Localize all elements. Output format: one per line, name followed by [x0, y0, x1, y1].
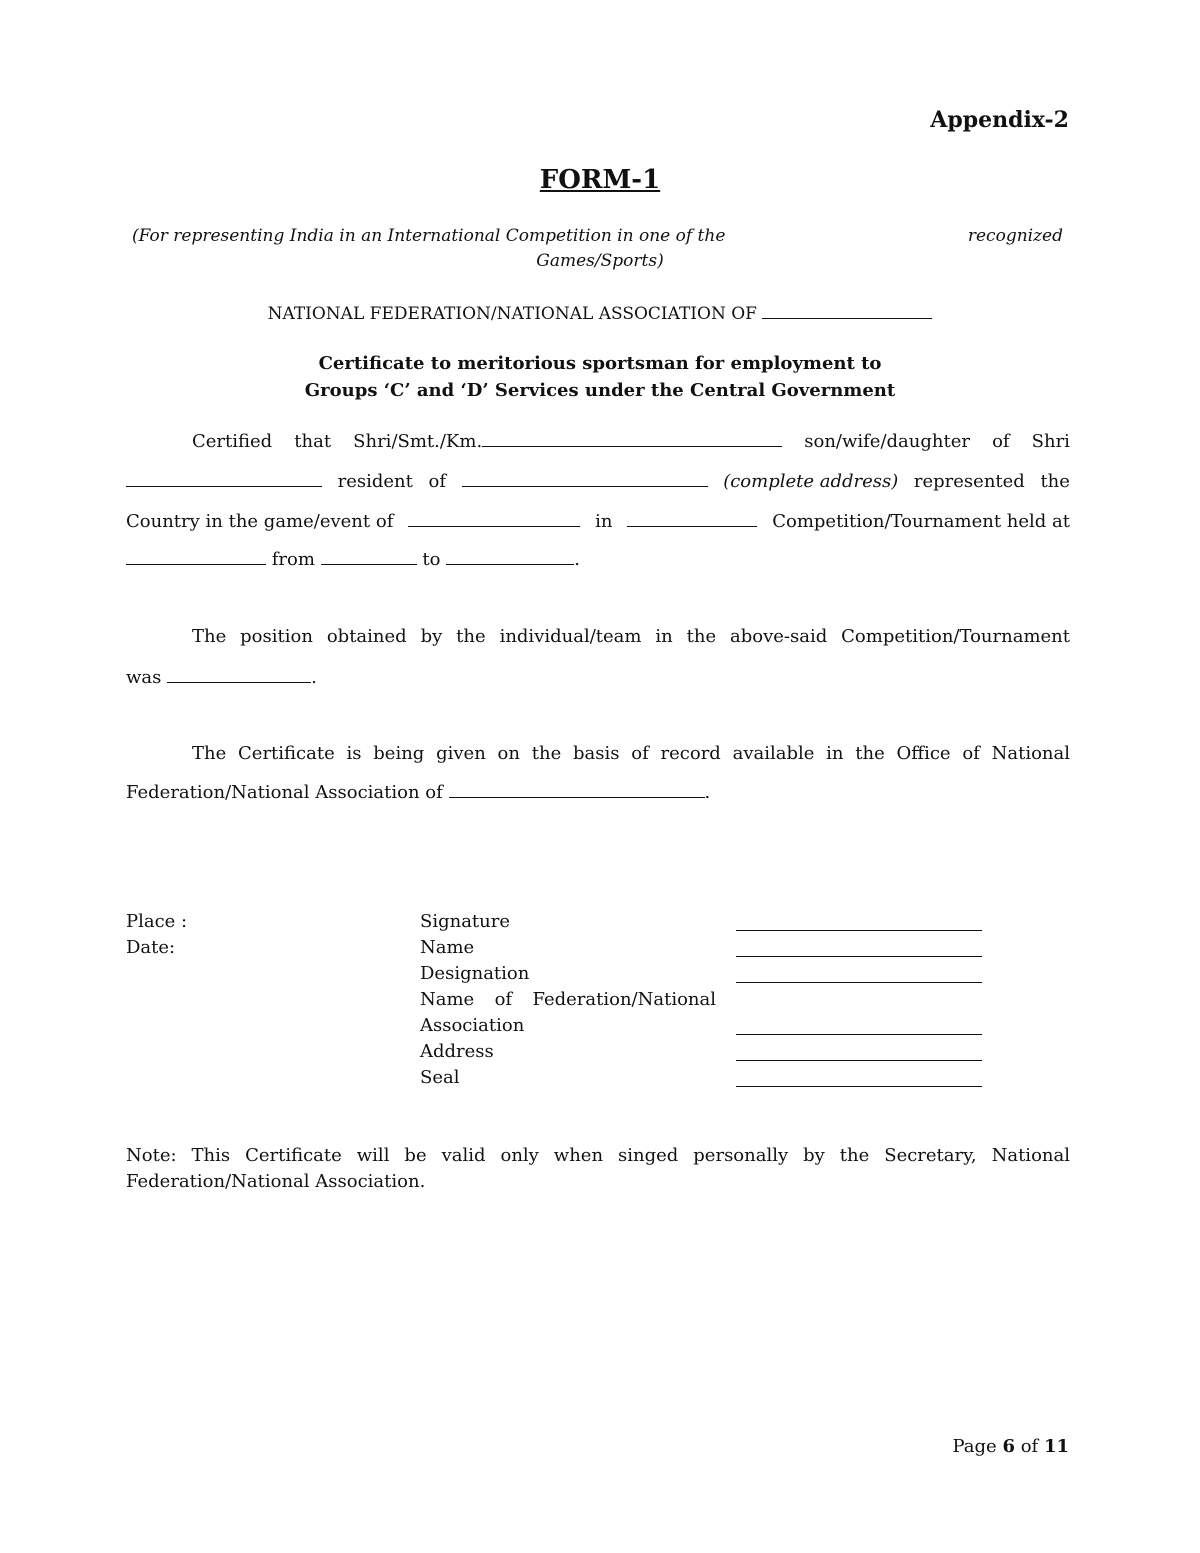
p1-line1: [192, 430, 1070, 452]
word-in: in: [595, 511, 613, 532]
certificate-title-line1: Certificate to meritorious sportsman for employment to: [318, 353, 882, 374]
p1-line2: [126, 470, 1070, 492]
word-the: the: [1040, 471, 1070, 492]
date-label: Date:: [126, 937, 176, 958]
federation-line-text: NATIONAL FEDERATION/NATIONAL ASSOCIATION OF: [267, 304, 757, 324]
p2-line2: [126, 666, 317, 688]
word-of: of: [992, 431, 1010, 452]
p1-line4: [126, 548, 580, 570]
shri-smt-km-group: [353, 430, 782, 452]
to-date-blank[interactable]: [446, 548, 574, 565]
certificate-title-line2: Groups ‘C’ and ‘D’ Services under the Central Government: [304, 380, 896, 401]
name-blank[interactable]: [736, 956, 982, 957]
competition-blank[interactable]: [627, 510, 757, 527]
position-blank[interactable]: [167, 666, 311, 683]
address-label: Address: [420, 1041, 494, 1062]
p3-line1: The Certificate is being given on the basis of record available in the Office of National: [192, 743, 1070, 764]
note-line1: Note: This Certificate will be valid only when singed personally by the Secretary, National: [126, 1145, 1070, 1166]
address-sign-blank[interactable]: [736, 1060, 982, 1061]
parent-name-blank[interactable]: [126, 470, 322, 487]
word-was: was: [126, 667, 162, 688]
subtitle-line1-right: recognized: [967, 226, 1063, 246]
of-word: of: [1020, 1436, 1039, 1457]
federation-association-blank[interactable]: [736, 1034, 982, 1035]
word-of-2: of: [428, 471, 446, 492]
word-from: from: [271, 549, 315, 570]
association-label: Association: [420, 1015, 525, 1036]
subtitle-line2: Games/Sports): [536, 251, 664, 271]
candidate-name-blank[interactable]: [482, 430, 782, 447]
place-label: Place :: [126, 911, 188, 932]
federation-record-blank[interactable]: [449, 781, 705, 798]
word-to: to: [422, 549, 441, 570]
word-shri: Shri: [1031, 431, 1070, 452]
word-represented: represented: [913, 471, 1025, 492]
federation-name-blank[interactable]: [762, 302, 932, 319]
seal-label: Seal: [420, 1067, 460, 1088]
designation-label: Designation: [420, 963, 530, 984]
signature-blank[interactable]: [736, 930, 982, 931]
country-game-event-text: Country in the game/event of: [126, 511, 394, 532]
seal-blank[interactable]: [736, 1086, 982, 1087]
word-shri-smt-km: Shri/Smt./Km.: [353, 431, 483, 452]
p3-line2: [126, 781, 710, 803]
complete-address-hint: (complete address): [723, 471, 899, 492]
designation-blank[interactable]: [736, 982, 982, 983]
page-word: Page: [952, 1436, 997, 1457]
form-title: FORM-1: [539, 165, 661, 195]
game-event-blank[interactable]: [408, 510, 580, 527]
page-current: 6: [1002, 1436, 1015, 1457]
p2-line1: The position obtained by the individual/team in the above-said Competition/Tournament: [192, 626, 1070, 647]
note-line2: Federation/National Association.: [126, 1171, 426, 1192]
p3-period: .: [704, 782, 711, 803]
p2-period: .: [311, 667, 317, 688]
appendix-label: Appendix-2: [930, 107, 1069, 133]
competition-held-at-text: Competition/Tournament held at: [772, 511, 1070, 532]
name-of-federation-label: Name of Federation/National: [420, 989, 716, 1010]
page-total: 11: [1043, 1436, 1069, 1457]
address-blank[interactable]: [462, 470, 708, 487]
signature-label: Signature: [420, 911, 511, 932]
from-date-blank[interactable]: [321, 548, 417, 565]
venue-blank[interactable]: [126, 548, 266, 565]
p1-line3: [126, 510, 1070, 532]
word-that: that: [294, 431, 332, 452]
name-label: Name: [420, 937, 475, 958]
page-number: [952, 1436, 1069, 1457]
word-son-wife-daughter: son/wife/daughter: [804, 431, 970, 452]
p3-line2-text: Federation/National Association of: [126, 782, 443, 803]
federation-line: [0, 302, 1200, 324]
word-certified: Certified: [192, 431, 273, 452]
word-resident: resident: [337, 471, 413, 492]
subtitle-line1-left: (For representing India in an International Competition in one of the: [132, 226, 726, 246]
p1-period: .: [574, 549, 580, 570]
